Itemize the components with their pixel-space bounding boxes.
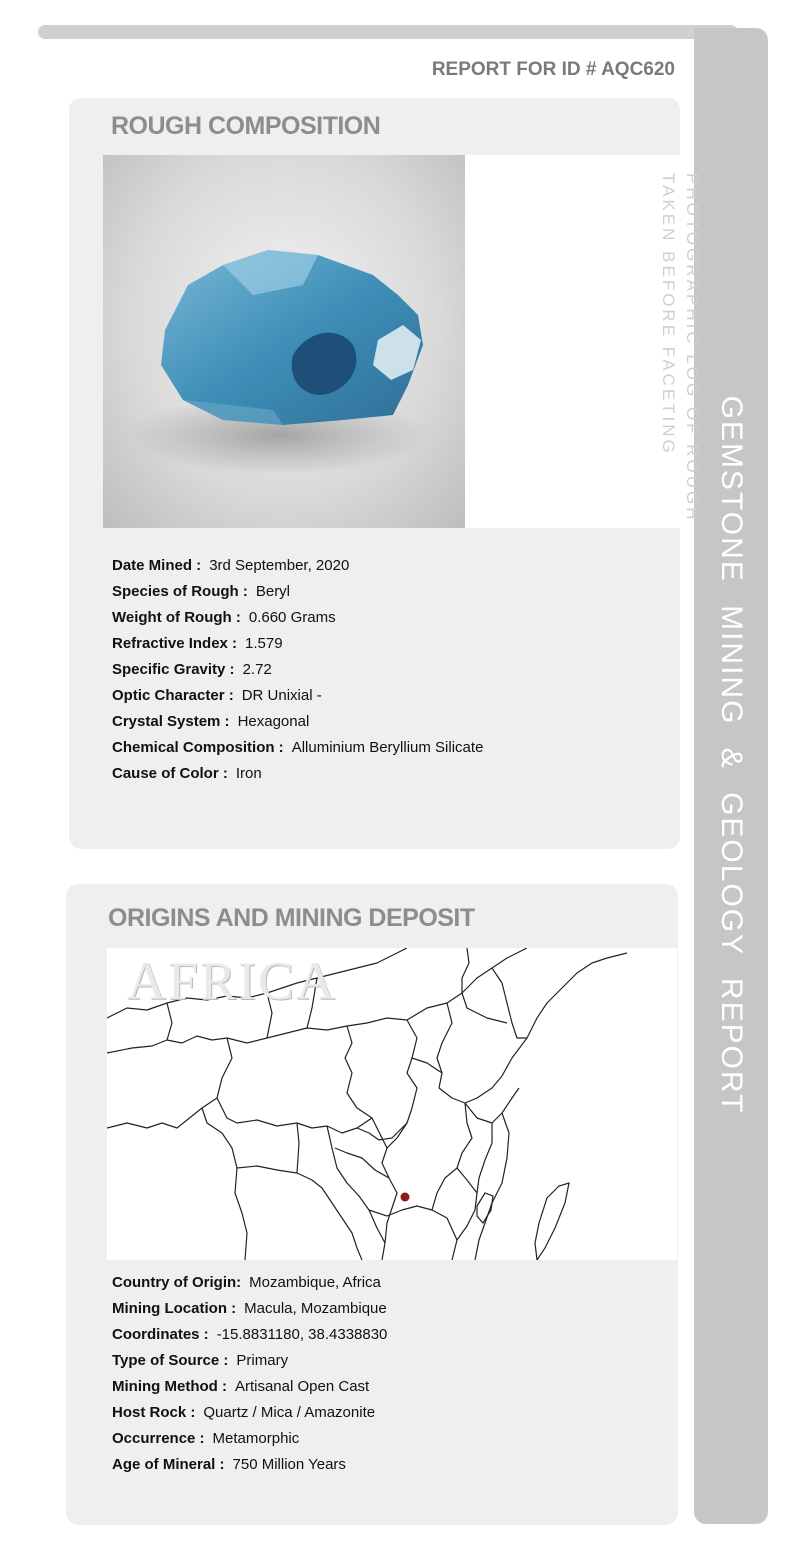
map-label: AFRICA xyxy=(127,951,338,1011)
spec-value: Beryl xyxy=(255,583,291,600)
spec-label: Age of Mineral : xyxy=(112,1456,225,1473)
africa-map xyxy=(107,948,677,1260)
spec-label: Refractive Index : xyxy=(112,635,238,652)
spec-value: Iron xyxy=(235,765,262,782)
rough-spec-list xyxy=(112,556,483,790)
spec-value: DR Unixial - xyxy=(241,687,322,704)
photo-caption xyxy=(656,173,704,523)
origin-spec-list xyxy=(112,1273,387,1481)
spec-label: Weight of Rough : xyxy=(112,609,241,626)
spec-label: Mining Method : xyxy=(112,1378,227,1395)
spec-row xyxy=(112,556,483,582)
spec-value: Metamorphic xyxy=(212,1430,300,1447)
spec-value: Alluminium Beryllium Silicate xyxy=(291,739,484,756)
spec-label: Chemical Composition : xyxy=(112,739,284,756)
photo-caption-line-1: PHOTOGRAPHIC LOG OF ROUGH xyxy=(683,173,702,523)
spec-value: Primary xyxy=(236,1352,289,1369)
spec-label: Occurrence : xyxy=(112,1430,205,1447)
report-side-title: GEMSTONE MINING & GEOLOGY REPORT xyxy=(715,395,748,1115)
spec-value: 2.72 xyxy=(242,661,272,678)
spec-label: Optic Character : xyxy=(112,687,234,704)
spec-value: Artisanal Open Cast xyxy=(234,1378,370,1395)
spec-label: Mining Location : xyxy=(112,1300,237,1317)
spec-value: Quartz / Mica / Amazonite xyxy=(203,1404,376,1421)
spec-label: Host Rock : xyxy=(112,1404,196,1421)
photo-caption-line-2: TAKEN BEFORE FACETING xyxy=(659,173,678,456)
spec-value: -15.8831180, 38.4338830 xyxy=(216,1326,388,1343)
origins-title: ORIGINS AND MINING DEPOSIT xyxy=(108,904,475,932)
spec-row xyxy=(112,1403,387,1429)
spec-row xyxy=(112,686,483,712)
mining-location-marker xyxy=(401,1193,410,1202)
spec-row xyxy=(112,1455,387,1481)
report-id: REPORT FOR ID # AQC620 xyxy=(431,59,675,80)
spec-row xyxy=(112,1273,387,1299)
spec-row xyxy=(112,764,483,790)
spec-row xyxy=(112,1377,387,1403)
spec-row xyxy=(112,1351,387,1377)
spec-value: Mozambique, Africa xyxy=(249,1274,381,1291)
spec-row xyxy=(112,634,483,660)
spec-label: Date Mined : xyxy=(112,557,202,574)
spec-value: Macula, Mozambique xyxy=(244,1300,387,1317)
rough-composition-title: ROUGH COMPOSITION xyxy=(111,112,381,140)
spec-row xyxy=(112,1325,387,1351)
spec-value: Hexagonal xyxy=(237,713,310,730)
spec-value: 750 Million Years xyxy=(232,1456,346,1473)
spec-row xyxy=(112,660,483,686)
spec-label: Country of Origin: xyxy=(112,1274,242,1291)
rough-gemstone-photo xyxy=(103,155,465,528)
spec-label: Type of Source : xyxy=(112,1352,229,1369)
spec-value: 1.579 xyxy=(245,635,283,652)
spec-row xyxy=(112,582,483,608)
spec-value: 3rd September, 2020 xyxy=(209,557,350,574)
spec-label: Species of Rough : xyxy=(112,583,248,600)
rough-photo-frame xyxy=(103,155,680,528)
spec-row xyxy=(112,608,483,634)
spec-row xyxy=(112,738,483,764)
aquamarine-rough-image xyxy=(103,155,465,528)
spec-label: Specific Gravity : xyxy=(112,661,235,678)
spec-value: 0.660 Grams xyxy=(248,609,336,626)
spec-row xyxy=(112,1429,387,1455)
spec-row xyxy=(112,1299,387,1325)
header-bar xyxy=(38,25,738,39)
spec-label: Crystal System : xyxy=(112,713,230,730)
spec-label: Cause of Color : xyxy=(112,765,228,782)
spec-row xyxy=(112,712,483,738)
spec-label: Coordinates : xyxy=(112,1326,209,1343)
